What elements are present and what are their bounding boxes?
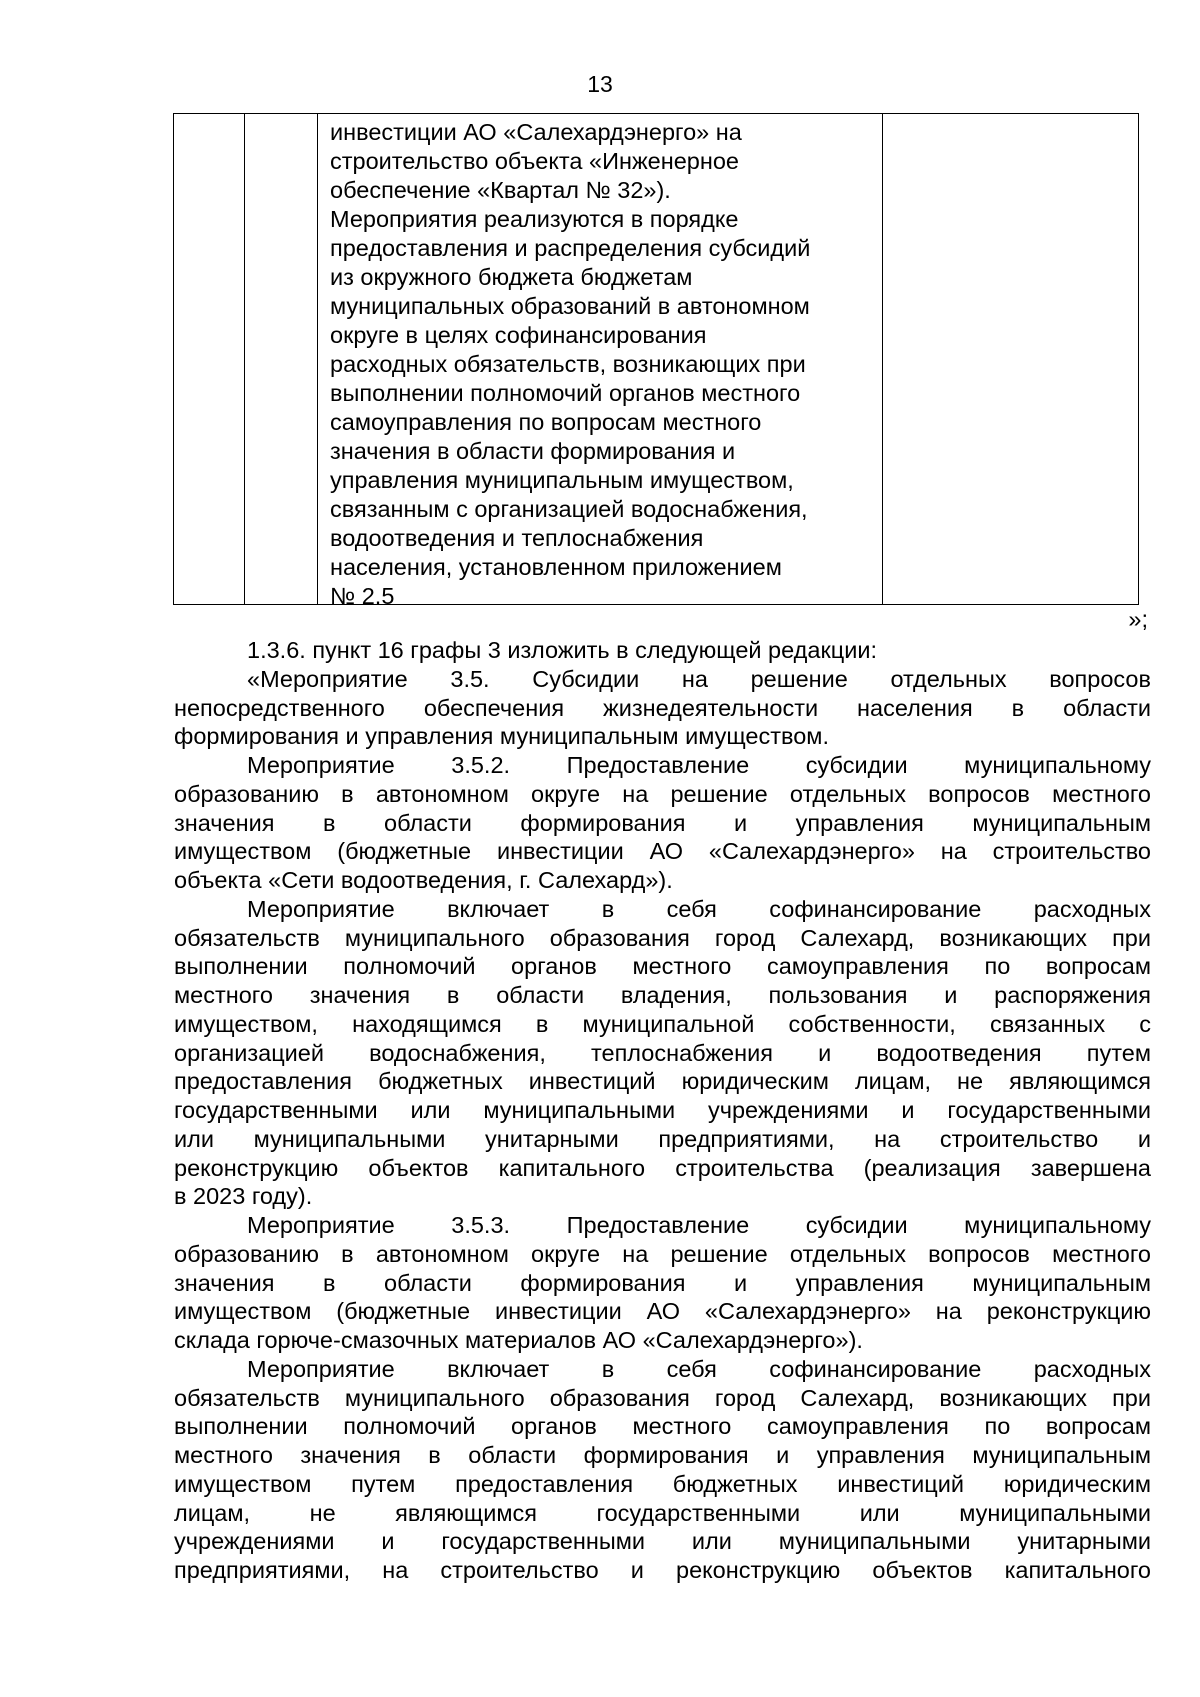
continuation-table: [173, 113, 1139, 609]
paragraph-line: формирования и управления муниципальным имуществом.: [174, 723, 829, 750]
paragraph-line: Мероприятие 3.5.3. Предоставление субсидии муниципальному: [247, 1212, 1151, 1238]
cell-text-line: водоотведения и теплоснабжения: [330, 525, 704, 551]
paragraph-line: имуществом путем предоставления бюджетных инвестиций юридическим: [174, 1470, 1151, 1497]
paragraph-line: 1.3.6. пункт 16 графы 3 изложить в следующей редакции:: [247, 637, 877, 663]
paragraph-line: лицам, не являющимся государственными или муниципальными: [174, 1499, 1151, 1526]
cell-text-line: связанным с организацией водоснабжения,: [330, 496, 808, 522]
page-number: 13: [587, 71, 613, 97]
paragraph-line: реконструкцию объектов капитального строительства (реализация завершена: [174, 1154, 1151, 1181]
paragraph-line: имуществом, находящимся в муниципальной собственности, связанных с: [174, 1010, 1151, 1037]
cell-text-line: предоставления и распределения субсидий: [330, 235, 811, 261]
cell-text-line: обеспечение «Квартал № 32»).: [330, 177, 671, 203]
paragraph-line: предприятиями, на строительство и реконструкцию объектов капитального: [174, 1557, 1151, 1583]
paragraph-line: образованию в автономном округе на решение отдельных вопросов местного: [174, 1240, 1151, 1267]
paragraph-line: объекта «Сети водоотведения, г. Салехард»).: [174, 867, 673, 893]
paragraph-line: образованию в автономном округе на решение отдельных вопросов местного: [174, 780, 1151, 807]
cell-text-line: № 2.5: [330, 583, 395, 609]
paragraph-line: значения в области формирования и управления муниципальным: [174, 1269, 1151, 1296]
paragraph-line: в 2023 году).: [174, 1183, 313, 1210]
paragraph-line: непосредственного обеспечения жизнедеятельности населения в области: [174, 694, 1151, 721]
cell-text-line: округе в целях софинансирования: [330, 322, 707, 348]
paragraph-line: выполнении полномочий органов местного самоуправления по вопросам: [174, 953, 1151, 980]
cell-text-line: расходных обязательств, возникающих при: [330, 351, 806, 377]
paragraph-line: имуществом (бюджетные инвестиции АО «Салехардэнерго» на строительство: [174, 838, 1151, 865]
cell-text-line: самоуправления по вопросам местного: [330, 409, 762, 435]
cell-text-line: управления муниципальным имуществом,: [330, 467, 794, 493]
paragraph-line: учреждениями и государственными или муниципальными унитарными: [174, 1528, 1151, 1555]
paragraph-line: «Мероприятие 3.5. Субсидии на решение отдельных вопросов: [247, 665, 1151, 692]
closing-quote: »;: [1128, 606, 1148, 632]
paragraph-line: выполнении полномочий органов местного самоуправления по вопросам: [174, 1413, 1151, 1440]
paragraph-line: Мероприятие 3.5.2. Предоставление субсидии муниципальному: [247, 752, 1151, 778]
cell-text-line: из окружного бюджета бюджетам: [330, 264, 693, 290]
paragraph-line: предоставления бюджетных инвестиций юридическим лицам, не являющимся: [174, 1068, 1151, 1095]
paragraph-line: значения в области формирования и управления муниципальным: [174, 809, 1151, 836]
cell-text-line: значения в области формирования и: [330, 438, 736, 464]
paragraph-line: или муниципальными унитарными предприятиями, на строительство и: [174, 1125, 1151, 1152]
table-cell-col1: [174, 114, 245, 604]
paragraph-line: обязательств муниципального образования город Салехард, возникающих при: [174, 1384, 1151, 1411]
cell-text-line: Мероприятия реализуются в порядке: [330, 206, 739, 232]
table-cell-description: [318, 114, 883, 609]
document-body: [174, 636, 1151, 1585]
paragraph-line: Мероприятие включает в себя софинансирование расходных: [247, 1355, 1151, 1382]
paragraph-line: Мероприятие включает в себя софинансирование расходных: [247, 895, 1151, 922]
cell-text-line: населения, установленном приложением: [330, 554, 782, 580]
paragraph-line: организацией водоснабжения, теплоснабжения и водоотведения путем: [174, 1039, 1151, 1066]
paragraph-line: государственными или муниципальными учреждениями и государственными: [174, 1097, 1151, 1123]
paragraph-line: имуществом (бюджетные инвестиции АО «Салехардэнерго» на реконструкцию: [174, 1298, 1151, 1325]
cell-text-line: инвестиции АО «Салехардэнерго» на: [330, 119, 742, 145]
cell-text-line: выполнении полномочий органов местного: [330, 380, 801, 406]
cell-text-line: муниципальных образований в автономном: [330, 293, 810, 319]
table-cell-col4: [883, 114, 1138, 604]
paragraph-line: местного значения в области владения, пользования и распоряжения: [174, 982, 1151, 1008]
paragraph-line: местного значения в области формирования и управления муниципальным: [174, 1442, 1151, 1468]
table-cell-col2: [245, 114, 318, 604]
paragraph-line: обязательств муниципального образования город Салехард, возникающих при: [174, 924, 1151, 951]
paragraph-line: склада горюче-смазочных материалов АО «Салехардэнерго»).: [174, 1327, 863, 1353]
cell-text-line: строительство объекта «Инженерное: [330, 148, 739, 174]
